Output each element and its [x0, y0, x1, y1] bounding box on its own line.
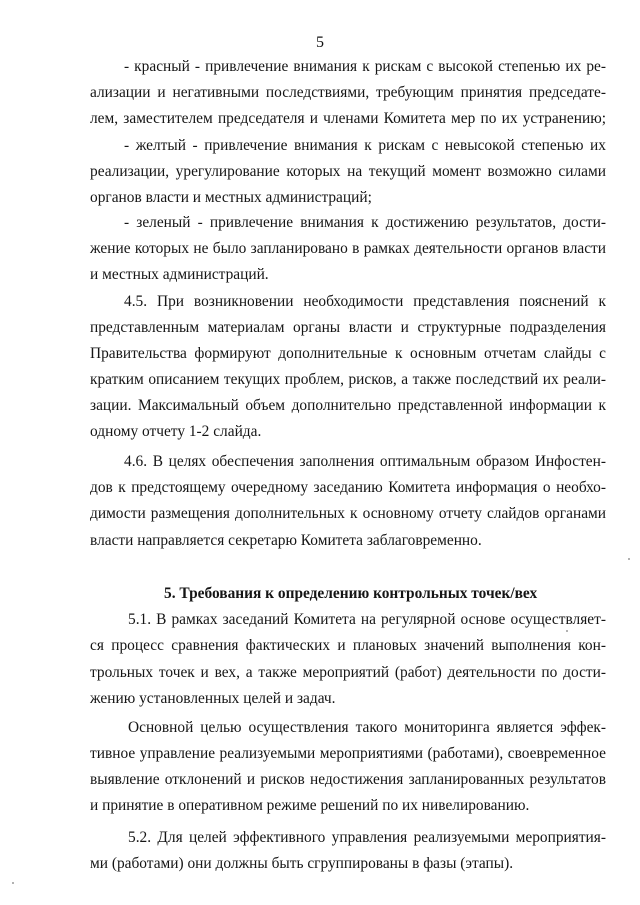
text-line: жение которых не было запланировано в рамках деятельности органов власти: [90, 240, 606, 257]
text-line: одному отчету 1-2 слайда.: [90, 423, 262, 440]
scan-speck: [566, 630, 568, 632]
text-line: трольных точек и вех, а также мероприятий (работ) деятельности по дости-: [90, 664, 606, 681]
text-line: ся процесс сравнения фактических и плановых значений выполнения кон-: [90, 637, 606, 654]
text-line: выявление отклонений и рисков недостижения запланированных результатов: [90, 771, 606, 788]
text-line: и местных администраций.: [90, 266, 269, 283]
text-line: жению установленных целей и задач.: [90, 690, 336, 707]
text-line: реализации, урегулирование которых на текущий момент возможно силами: [90, 163, 606, 180]
text-line: зации. Максимальный объем дополнительно представленной информации к: [90, 397, 606, 414]
text-line: представленным материалам органы власти и структурные подразделения: [90, 319, 606, 336]
text-line: - красный - привлечение внимания к рискам с высокой степенью их ре-: [124, 58, 606, 75]
scan-speck: [12, 882, 14, 884]
text-line: 4.6. В целях обеспечения заполнения оптимальным образом Инфостен-: [124, 453, 606, 470]
text-line: димости размещения дополнительных к основному отчету слайдов органами: [90, 505, 606, 522]
text-line: Правительства формируют дополнительные к основным отчетам слайды с: [90, 345, 606, 362]
text-line: кратким описанием текущих проблем, рисков, а также последствий их реали-: [90, 371, 606, 388]
text-line: власти направляется секретарю Комитета заблаговременно.: [90, 532, 482, 549]
text-line: - зеленый - привлечение внимания к достижению результатов, дости-: [124, 214, 606, 231]
text-line: ми (работами) они должны быть сгруппированы в фазы (этапы).: [90, 855, 514, 872]
page-number: 5: [316, 34, 324, 51]
text-line: - желтый - привлечение внимания к рискам с невысокой степенью их: [124, 137, 606, 154]
text-line: 5.1. В рамках заседаний Комитета на регулярной основе осуществляет-: [128, 611, 606, 628]
text-line: 4.5. При возникновении необходимости представления пояснений к: [124, 293, 606, 310]
text-line: и принятие в оперативном режиме решений по их нивелированию.: [90, 797, 530, 814]
text-line: ализации и негативными последствиями, требующим принятия председате-: [90, 84, 606, 101]
text-line: лем, заместителем председателя и членами Комитета мер по их устранению;: [90, 110, 606, 127]
text-line: дов к предстоящему очередному заседанию Комитета информация о необхо-: [90, 479, 606, 496]
text-line: тивное управление реализуемыми мероприятиями (работами), своевременное: [90, 745, 606, 762]
text-line: Основной целью осуществления такого мониторинга является эффек-: [128, 719, 606, 736]
scan-speck: [628, 558, 630, 560]
text-line: 5.2. Для целей эффективного управления реализуемыми мероприятия-: [128, 829, 606, 846]
section-heading: 5. Требования к определению контрольных точек/вех: [164, 585, 538, 602]
text-line: органов власти и местных администраций;: [90, 189, 372, 206]
